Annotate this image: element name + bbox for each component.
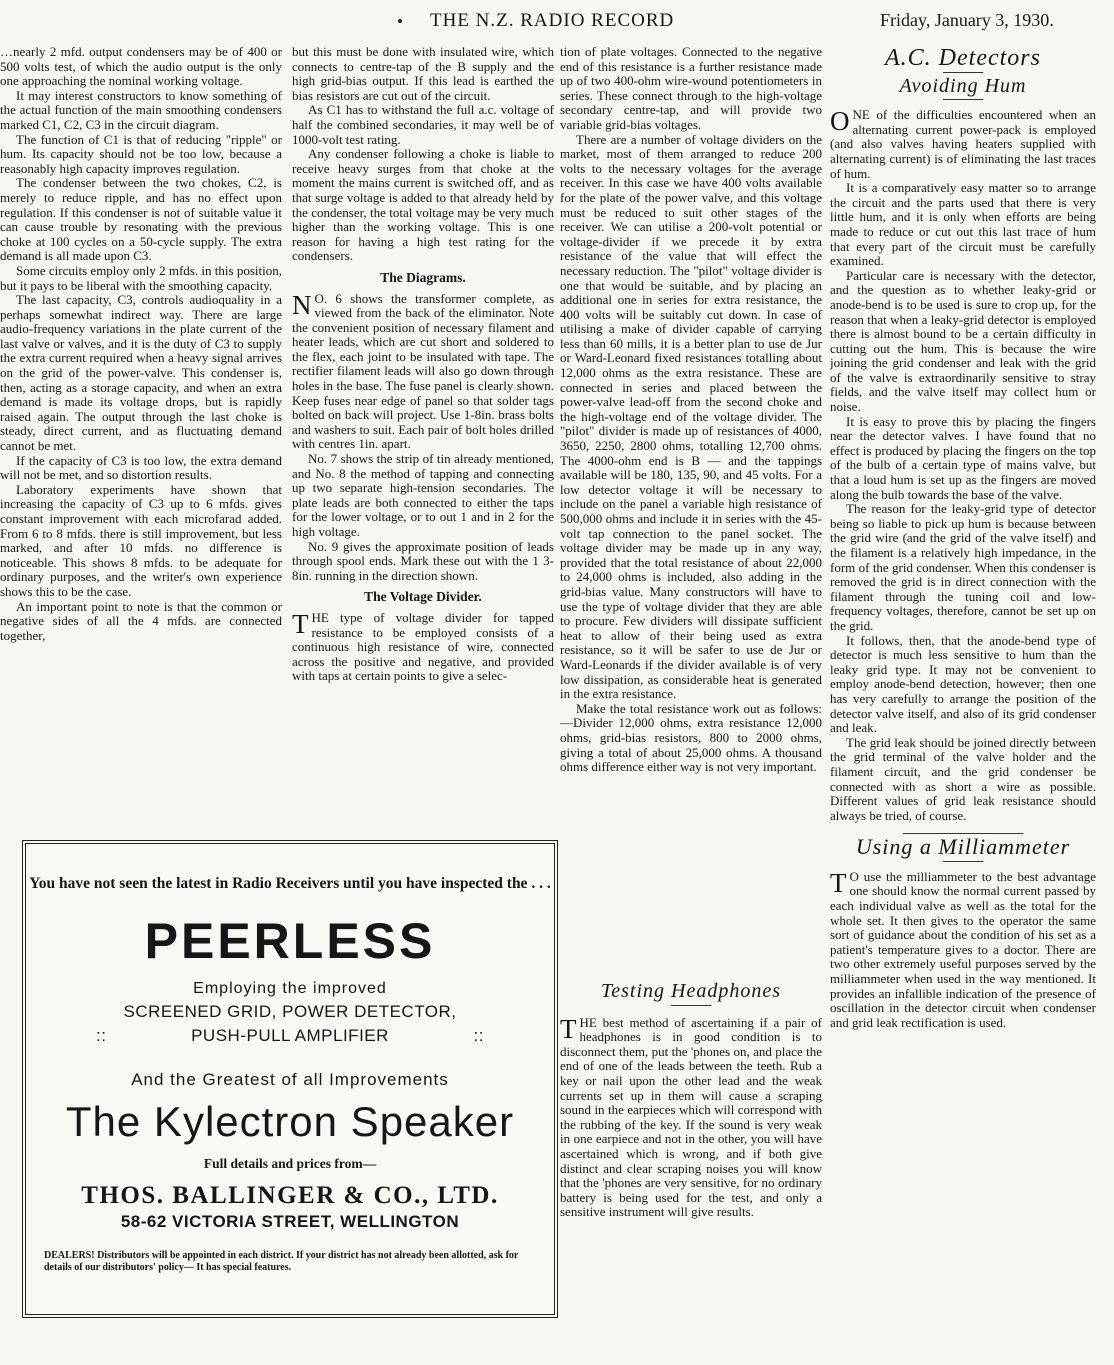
paragraph: The grid leak should be joined directly between the grid terminal of the valve holder and the filament circuit, and the grid condenser be connected with as short a wire as possible. Different values of grid leak resistance should always be tried, of course. bbox=[830, 734, 1096, 823]
header-dot bbox=[398, 19, 402, 23]
drop-cap: O bbox=[830, 106, 850, 137]
page-header bbox=[0, 8, 1114, 34]
ad-details-text: Full details and prices from— bbox=[203, 1156, 377, 1171]
paragraph: The function of C1 is that of reducing "ripple" or hum. Its capacity should not be too low, because a reasonably high capacity improves regulation. bbox=[0, 131, 282, 176]
paragraph bbox=[830, 867, 1096, 1031]
heading-using-milliammeter: Using a Milliammeter bbox=[855, 834, 1071, 860]
paragraph: Make the total resistance work out as follows:—Divider 12,000 ohms, extra resistance 12,000 ohms, grid-bias resistors, 800 to 2000 ohms, giving a total of about 25,000 ohms. A thousand ohms difference either way is not very important. bbox=[560, 700, 822, 775]
column-3-headphones bbox=[560, 980, 822, 1340]
paragraph bbox=[560, 1013, 822, 1220]
paragraph: The reason for the leaky-grid type of detector being so liable to pick up hum is because between the grid wire (and the grid of the valve itself) and the filament is a relatively high impedance, in the form of the grid condenser. When this condenser is removed the grid is in direct connection with the filament through the tuning coil and low-frequency voltages, therefore, cannot be set up on the grid. bbox=[830, 501, 1096, 633]
ad-ornament: :: bbox=[473, 1026, 484, 1045]
ad-features-line-1: SCREENED GRID, POWER DETECTOR, bbox=[123, 1002, 457, 1021]
ad-greatest-text: And the Greatest of all Improvements bbox=[131, 1070, 449, 1089]
divider-rule bbox=[943, 861, 983, 862]
paragraph: The condenser between the two chokes, C2, is merely to reduce ripple, and has no effect upon regulation. If this condenser is not of suitable value it can cause trouble by resonating with the previous choke at 100 cycles on a 50-cycle supply. The extra demand is all made upon C3. bbox=[0, 175, 282, 264]
advertisement-peerless bbox=[22, 840, 558, 1318]
paragraph bbox=[292, 608, 554, 684]
paragraph: No. 7 shows the strip of tin already mentioned, and No. 8 the method of tapping and connecting up two separate high-tension secondaries. The plate leads are both connected to either the taps for the lower voltage, or to out 1 and in 2 for the high voltage. bbox=[292, 451, 554, 539]
heading-testing-headphones: Testing Headphones bbox=[600, 980, 782, 1002]
paragraph: It may interest constructors to know something of the actual function of the main smoothing condensers marked C1, C2, C3 in the circuit diagram. bbox=[0, 87, 282, 132]
paragraph: No. 9 gives the approximate position of leads through spool ends. Mark these out with the 1 3-8in. running in the direction shown. bbox=[292, 538, 554, 583]
paragraph: It is easy to prove this by placing the fingers near the detector valves. I have found that no effect is produced by placing the fingers on the top of the bulb of a certain type of mains valve, but that a loud hum is set up as the fingers are moved along the bulb towards the base of the valve. bbox=[830, 413, 1096, 502]
ad-features-text: PUSH-PULL AMPLIFIER bbox=[191, 1026, 389, 1045]
paragraph-text: NE of the difficulties encountered when an alternating current power-pack is employed (and also valves having heaters supplied with alternating current) is of eliminating the last traces of hum. bbox=[830, 107, 1096, 181]
paragraph-text: HE best method of ascertaining if a pair of headphones is in good condition is to disconnect them, put the 'phones on, and place the end of one of the leads between the teeth. Rub a key or nail upon the other lead and the weak currents set up in them will cause a scraping sound in the earpieces which will correspond with the rubbing of the key. If the sound is very weak in one earpiece and not in the other, you will have ascertained which is wrong, and if both give distinct and clear scraping noises you will know that the 'phones are very sensitive, for no ordinary battery is being used for the test, and only a sensitive instrument will give results. bbox=[560, 1014, 822, 1220]
ad-features-line-2 bbox=[26, 1026, 554, 1046]
ad-ornament: :: bbox=[96, 1026, 107, 1045]
paragraph: An important point to note is that the common or negative sides of all the 4 mfds. are connected together, bbox=[0, 598, 282, 643]
paragraph: Particular care is necessary with the detector, and the question as to whether leaky-grid or anode-bend is to be used is sure to crop up, for the reason that when a leaky-grid detector is employed there is almost bound to be a certain difficulty in cutting out the hum. This is because the wire joining the grid condenser and leak with the grid of the valve is extraordinarily sensitive to stray fields, and the valve itself may collect hum or noise. bbox=[830, 267, 1096, 415]
column-4 bbox=[830, 45, 1096, 1345]
paragraph: tion of plate voltages. Connected to the negative end of this resistance is a further resistance made up of two 400-ohm wire-wound potentiometers in series. These connect through to the high-voltage secondary centre-tap, and will provide two variable grid-bias voltages. bbox=[560, 45, 822, 132]
column-2 bbox=[292, 45, 554, 815]
paragraph: Some circuits employ only 2 mfds. in this position, but it pays to be liberal with the smoothing capacity. bbox=[0, 262, 282, 293]
paragraph: …nearly 2 mfd. output condensers may be of 400 or 500 volts test, of which the audio output is the only one approaching the nominal working voltage. bbox=[0, 45, 282, 89]
ad-company-name: THOS. BALLINGER & CO., LTD. bbox=[81, 1182, 499, 1209]
drop-cap: T bbox=[830, 867, 847, 898]
paragraph bbox=[292, 289, 554, 453]
paragraph: Any condenser following a choke is liable to receive heavy surges from that choke at the moment the mains current is switched off, and as that surge voltage is added to that already held by the condenser, the total voltage may be very much higher than the working voltage. This is one reason for having a high test rating for the condensers. bbox=[292, 146, 554, 264]
ad-intro-text: You have not seen the latest in Radio Receivers until you have inspected the . . . bbox=[29, 875, 551, 892]
ad-brand-name: PEERLESS bbox=[144, 913, 436, 969]
paragraph bbox=[830, 108, 1096, 181]
paragraph: Laboratory experiments have shown that increasing the capacity of C3 up to 6 mfds. gives constant improvement with each microfarad added. From 6 to 8 mfds. there is still improvement, but less marked, and after 10 mfds. no difference is noticeable. This shows 8 mfds. to be adequate for ordinary purposes, and the writer's own experience shows this to be the case. bbox=[0, 481, 282, 599]
drop-cap: N bbox=[292, 289, 312, 320]
heading-avoiding-hum: Avoiding Hum bbox=[899, 74, 1027, 97]
drop-cap: T bbox=[292, 608, 309, 639]
column-1 bbox=[0, 45, 282, 815]
paragraph: If the capacity of C3 is too low, the extra demand will not be met, and so distortion results. bbox=[0, 452, 282, 483]
ad-dealers-notice: DEALERS! Distributors will be appointed in each district. If your district has not already been allotted, ask for details of our distributors' policy— It has special features. bbox=[44, 1250, 519, 1273]
paragraph-text: O. 6 shows the transformer complete, as viewed from the back of the eliminator. Note the convenient position of necessary filament and heater leads, which are cut short and soldered to the flex, each joint to be insulated with tape. The rectifier filament leads will also go down through holes in the base. The fuse panel is clearly shown. Keep fuses near edge of panel so that solder tags bolted on back will project. Use 1-8in. brass bolts and washers to suit. Each pair of bolt holes drilled with centres 1in. apart. bbox=[292, 290, 554, 452]
divider-rule bbox=[943, 72, 983, 73]
ad-address: 58-62 VICTORIA STREET, WELLINGTON bbox=[120, 1212, 460, 1231]
subheading-diagrams: The Diagrams. bbox=[380, 269, 466, 285]
issue-date: Friday, January 3, 1930. bbox=[880, 10, 1054, 30]
paragraph: As C1 has to withstand the full a.c. voltage of half the combined secondaries, it may well be of 1000-volt test rating. bbox=[292, 102, 554, 147]
ad-employing-text: Employing the improved bbox=[193, 980, 387, 997]
paragraph: It follows, then, that the anode-bend type of detector is much less sensitive to hum than the leaky grid type. It may not be convenient to employ anode-bend detection, however; then one has very carefully to arrange the position of the detector valve itself, and also of its grid condenser and leak. bbox=[830, 632, 1096, 736]
column-3 bbox=[560, 45, 822, 960]
subheading-voltage-divider: The Voltage Divider. bbox=[364, 589, 482, 605]
heading-ac-detectors: A.C. Detectors bbox=[885, 45, 1041, 71]
divider-rule bbox=[943, 99, 983, 100]
paragraph-text: O use the milliammeter to the best advantage one should know the normal current passed by each individual valve as well as the total for the whole set. It then gives to the operator the same sort of guidance about the condition of his set as a patient's temperature gives to a doctor. There are two other extremely useful purposes served by the milliammeter when used in the way mentioned. It provides an infallible indication of the presence of oscillation in the detector circuit when condenser and grid leak rectification is used. bbox=[830, 868, 1096, 1030]
publication-title: THE N.Z. RADIO RECORD bbox=[430, 10, 675, 31]
paragraph: but this must be done with insulated wire, which connects to centre-tap of the B supply and the high grid-bias output. If this lead is earthed the bias resistors are cut out of the circuit. bbox=[292, 45, 554, 103]
divider-rule bbox=[671, 1005, 711, 1006]
paragraph: It is a comparatively easy matter so to arrange the circuit and the parts used that there is very little hum, and it is only when efforts are being made to reduce or cut out this last trace of hum that every part of the circuit must be carefully examined. bbox=[830, 180, 1096, 269]
ad-speaker-name: The Kylectron Speaker bbox=[65, 1098, 515, 1145]
drop-cap: T bbox=[560, 1013, 577, 1044]
paragraph: The last capacity, C3, controls audioquality in a perhaps somewhat indirect way. There are large audio-frequency variations in the plate current of the last valve or valves, and it is the duty of C3 to supply the extra current required when a heavy signal arrives on the grid of the power-valve. This condenser is, then, acting as a storage capacity, and when an extra demand is made its voltage drops, but is rapidly raised again. The output through the last choke is steady, direct current, and as fluctuating demand cannot be met. bbox=[0, 292, 282, 454]
paragraph-text: HE type of voltage divider for tapped resistance to be employed consists of a continuous high resistance of wire, connected across the positive and negative, and provided with taps at certain points to give a selec- bbox=[292, 609, 554, 684]
paragraph: There are a number of voltage dividers on the market, most of them arranged to reduce 200 volts to the necessary voltages for the average receiver. In this case we have 400 volts available for the plate of the power valve, and this voltage must be reduced to suit other stages of the receiver. We can utilise a 200-volt potential or voltage-divider if we precede it by extra resistance of the value that will effect the necessary reduction. The "pilot" voltage divider is one that would be suitable, and by placing an additional one in series for extra resistance, the 400 volts will be suitably cut down. In case of utilising a make of divider capable of carrying less than 60 mills, it is a better plan to use de Jur or Ward-Leonard fixed resistances totalling about 12,000 ohms as the extra resistance. These are connected in series and placed between the power-valve lead-off from the second choke and the high-voltage end of the voltage divider. The "pilot" divider is made up of resistances of 4000, 3650, 2250, 2800 ohms, totalling 12,700 ohms. The 4000-ohm end is B — and the tappings available will be 180, 135, 90, and 45 volts. For a low detector voltage it will be necessary to include on the panel a variable high resistance of 500,000 ohms and include it in series with the 45-volt tap connection to the panel socket. The voltage divider may be made up in any way, provided that the total resistance of about 22,000 to 24,000 ohms is included, also adding in the grid-bias value. Many constructors will have to use the type of voltage divider that they are able to procure. Few dividers will dissipate sufficient heat to allow of their being used as extra resistance, so it will be safer to use de Jur or Ward-Leonards if the divider available is of very low dissipation, as considerable heat is generated in the extra resistance. bbox=[560, 131, 822, 702]
